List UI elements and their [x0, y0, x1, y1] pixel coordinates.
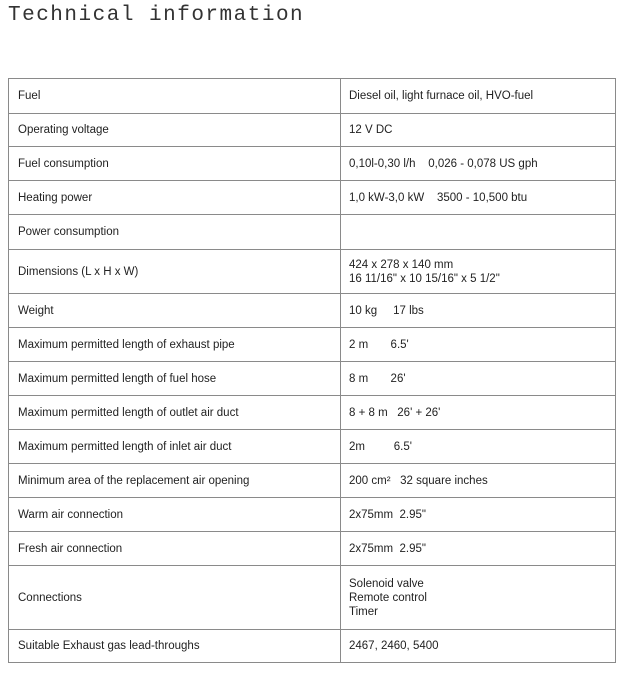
row-value [341, 215, 616, 250]
table-row [9, 396, 616, 430]
table-row [9, 532, 616, 566]
table-row [9, 498, 616, 532]
row-value: 8 + 8 m 26' + 26' [341, 396, 616, 430]
page-title: Technical information [8, 4, 305, 27]
table-row [9, 430, 616, 464]
row-label: Fresh air connection [9, 532, 341, 566]
table-row [9, 362, 616, 396]
table-row [9, 630, 616, 663]
row-value: 2x75mm 2.95" [341, 498, 616, 532]
row-value: 2x75mm 2.95" [341, 532, 616, 566]
technical-info-table [8, 78, 616, 663]
row-label: Dimensions (L x H x W) [9, 250, 341, 294]
row-label: Power consumption [9, 215, 341, 250]
row-label: Warm air connection [9, 498, 341, 532]
table-row [9, 79, 616, 114]
table-row [9, 181, 616, 215]
row-label: Maximum permitted length of inlet air duct [9, 430, 341, 464]
row-value: 1,0 kW-3,0 kW 3500 - 10,500 btu [341, 181, 616, 215]
row-value: 8 m 26' [341, 362, 616, 396]
row-value: 2 m 6.5' [341, 328, 616, 362]
row-label: Maximum permitted length of fuel hose [9, 362, 341, 396]
row-label: Fuel consumption [9, 147, 341, 181]
row-label: Suitable Exhaust gas lead-throughs [9, 630, 341, 663]
row-label: Maximum permitted length of outlet air duct [9, 396, 341, 430]
row-label: Fuel [9, 79, 341, 114]
table-row [9, 566, 616, 630]
row-value: 2m 6.5' [341, 430, 616, 464]
row-value: 0,10l-0,30 l/h 0,026 - 0,078 US gph [341, 147, 616, 181]
row-label: Operating voltage [9, 114, 341, 147]
table-row [9, 147, 616, 181]
row-value: 200 cm² 32 square inches [341, 464, 616, 498]
row-label: Weight [9, 294, 341, 328]
row-value: Diesel oil, light furnace oil, HVO-fuel [341, 79, 616, 114]
table-row [9, 114, 616, 147]
table-row [9, 250, 616, 294]
table-row [9, 464, 616, 498]
row-value: Solenoid valve Remote control Timer [341, 566, 616, 630]
row-value: 10 kg 17 lbs [341, 294, 616, 328]
table-row [9, 328, 616, 362]
table-row [9, 294, 616, 328]
row-value: 424 x 278 x 140 mm 16 11/16" x 10 15/16" x 5 1/2" [341, 250, 616, 294]
row-label: Connections [9, 566, 341, 630]
row-label: Maximum permitted length of exhaust pipe [9, 328, 341, 362]
row-value: 12 V DC [341, 114, 616, 147]
table-row [9, 215, 616, 250]
row-label: Minimum area of the replacement air opening [9, 464, 341, 498]
row-value: 2467, 2460, 5400 [341, 630, 616, 663]
row-label: Heating power [9, 181, 341, 215]
